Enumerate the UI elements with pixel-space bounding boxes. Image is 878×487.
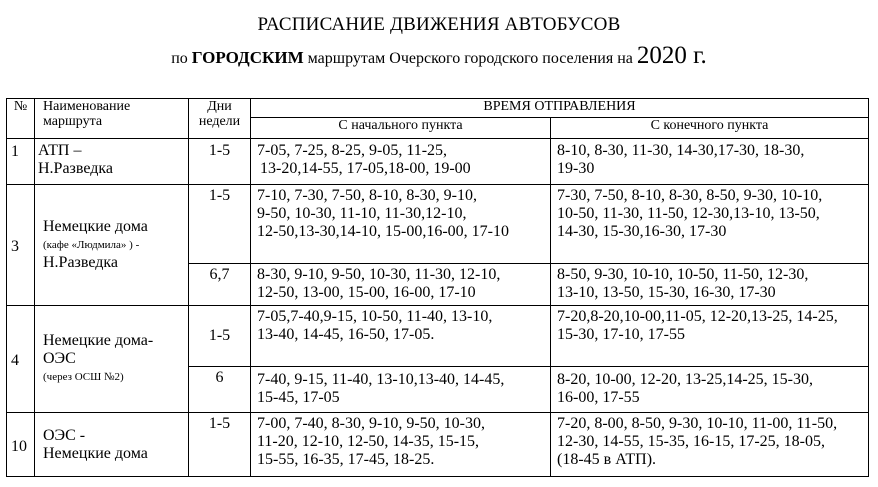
time-line: 7-05,7-40,9-15, 10-50, 11-40, 13-10, — [257, 308, 493, 325]
time-line: 12-50,13-30,14-10, 15-00,16-00, 17-10 — [257, 223, 509, 240]
route-number: 4 — [7, 306, 35, 413]
route-name-note: (кафе «Людмила» ) - — [43, 239, 140, 251]
times-from-start — [251, 367, 551, 413]
time-line: 15-55, 16-35, 17-45, 18-25. — [257, 451, 435, 468]
days-cell: 6 — [189, 367, 251, 413]
time-line: 9-50, 10-30, 11-10, 11-30,12-10, — [257, 205, 467, 222]
route-name — [35, 413, 189, 477]
header-route-name-line2: маршрута — [43, 114, 103, 129]
time-line: 13-10, 13-50, 15-30, 16-30, 17-30 — [557, 284, 776, 301]
table-row — [7, 139, 869, 185]
header-route-name-line1: Наименование — [43, 99, 131, 114]
schedule-subtitle — [0, 42, 878, 70]
time-line: 11-20, 12-10, 12-50, 14-35, 15-15, — [257, 433, 480, 450]
route-name-line: ОЭС — [43, 350, 76, 367]
route-name-line: Немецкие дома — [43, 444, 148, 462]
time-line: 7-40, 9-15, 11-40, 13-10,13-40, 14-45, — [257, 371, 505, 388]
time-line: 7-05, 7-25, 8-25, 9-05, 11-25, — [257, 142, 448, 159]
time-line: 16-00, 17-55 — [557, 389, 640, 406]
days-cell: 1-5 — [189, 306, 251, 367]
subtitle-prefix: по — [171, 50, 188, 67]
subtitle-year: 2020 г. — [636, 42, 707, 69]
schedule-table — [6, 98, 869, 477]
header-num: № — [7, 99, 35, 139]
times-from-end — [551, 264, 869, 306]
time-line: 12-30, 14-55, 15-35, 16-15, 17-25, 18-05, — [557, 433, 825, 450]
times-from-start — [251, 185, 551, 264]
table-row — [7, 413, 869, 477]
header-from-end: С конечного пункта — [551, 118, 869, 139]
time-line: 15-45, 17-05 — [257, 389, 340, 406]
header-row-1 — [7, 99, 869, 118]
times-from-end — [551, 185, 869, 264]
time-line: 10-50, 11-30, 11-50, 12-30,13-10, 13-50, — [557, 205, 820, 222]
time-line: 13-40, 14-45, 16-50, 17-05. — [257, 326, 435, 343]
days-cell: 1-5 — [189, 413, 251, 477]
time-line: 13-20,14-55, 17-05,18-00, 19-00 — [260, 160, 471, 177]
times-from-end — [551, 139, 869, 185]
route-name-line: Н.Разведка — [43, 254, 118, 271]
route-number: 3 — [7, 185, 35, 306]
times-from-start — [251, 264, 551, 306]
time-line: 7-20, 8-00, 8-50, 9-30, 10-10, 11-00, 11-50, — [557, 415, 838, 432]
route-name — [35, 139, 189, 185]
schedule-title: РАСПИСАНИЕ ДВИЖЕНИЯ АВТОБУСОВ — [257, 14, 621, 35]
header-days — [189, 99, 251, 139]
header-route-name — [35, 99, 189, 139]
subtitle-bold: ГОРОДСКИМ — [191, 48, 304, 67]
days-cell: 1-5 — [189, 185, 251, 264]
subtitle-middle: маршрутам Очерского городского поселения на — [307, 50, 633, 67]
route-name-line: Н.Разведка — [38, 160, 113, 177]
header-from-start: С начального пункта — [251, 118, 551, 139]
header-days-line2: недели — [198, 114, 241, 129]
times-from-end — [551, 367, 869, 413]
route-name-line: АТП – — [38, 142, 82, 159]
route-name-note: (через ОСШ №2) — [43, 371, 124, 383]
route-name-line: Немецкие дома — [43, 218, 148, 235]
times-from-end — [551, 413, 869, 477]
route-name-line: ОЭС - — [43, 426, 86, 444]
times-from-start — [251, 413, 551, 477]
time-line: 12-50, 13-00, 15-00, 16-00, 17-10 — [257, 284, 476, 301]
header-days-line1: Дни — [207, 99, 232, 114]
time-line: 7-30, 7-50, 8-10, 8-30, 8-50, 9-30, 10-10, — [557, 187, 823, 204]
time-line: 7-00, 7-40, 8-30, 9-10, 9-50, 10-30, — [257, 415, 485, 432]
times-from-start — [251, 306, 551, 367]
table-row — [7, 185, 869, 264]
table-row — [7, 306, 869, 367]
time-line: 15-30, 17-10, 17-55 — [557, 326, 685, 343]
time-line: 14-30, 15-30,16-30, 17-30 — [557, 223, 727, 240]
days-cell: 1-5 — [189, 139, 251, 185]
time-line: 8-50, 9-30, 10-10, 10-50, 11-50, 12-30, — [557, 266, 809, 283]
route-name — [35, 306, 189, 413]
header-departure: ВРЕМЯ ОТПРАВЛЕНИЯ — [251, 99, 869, 118]
days-cell: 6,7 — [189, 264, 251, 306]
times-from-end — [551, 306, 869, 367]
route-number: 10 — [7, 413, 35, 477]
route-name-line: Немецкие дома- — [43, 332, 154, 349]
times-from-start — [251, 139, 551, 185]
time-line: 19-30 — [557, 160, 595, 177]
time-line: 8-20, 10-00, 12-20, 13-25,14-25, 15-30, — [557, 371, 813, 388]
time-line: 7-20,8-20,10-00,11-05, 12-20,13-25, 14-25, — [557, 308, 838, 325]
time-line: 7-10, 7-30, 7-50, 8-10, 8-30, 9-10, — [257, 187, 477, 204]
route-name — [35, 185, 189, 306]
time-line: (18-45 в АТП). — [557, 451, 657, 468]
time-line: 8-10, 8-30, 11-30, 14-30,17-30, 18-30, — [557, 142, 805, 159]
route-number: 1 — [7, 139, 35, 185]
time-line: 8-30, 9-10, 9-50, 10-30, 11-30, 12-10, — [257, 266, 501, 283]
